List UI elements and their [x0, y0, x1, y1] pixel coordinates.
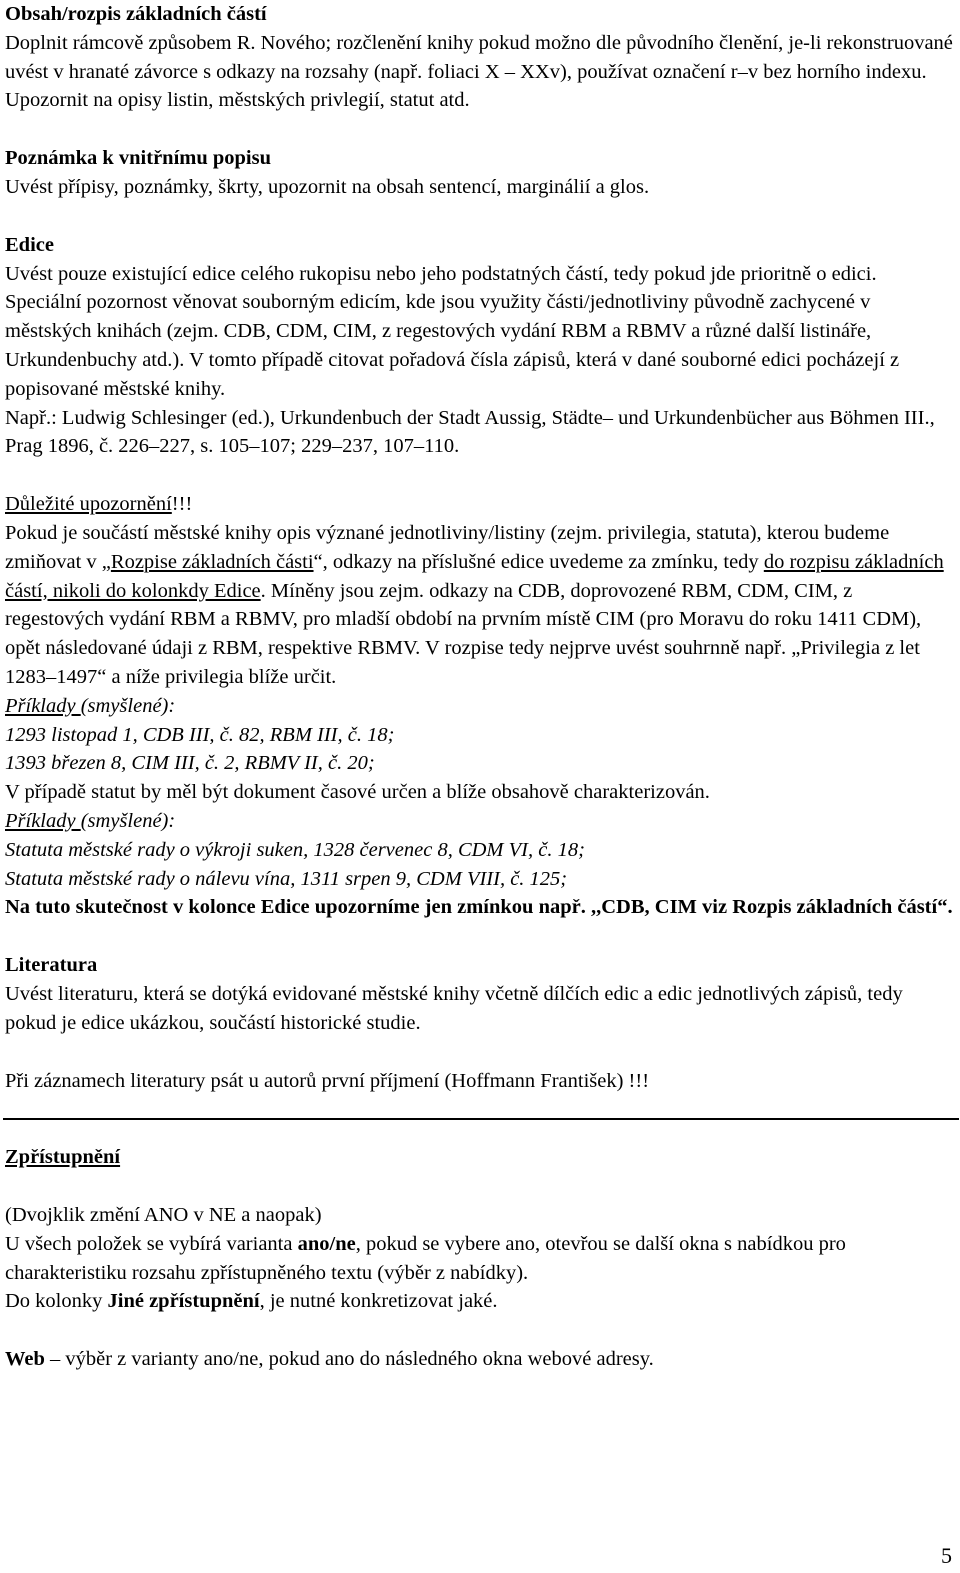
- examples-label-2: [5, 807, 955, 836]
- example-2: 1393 březen 8, CIM III, č. 2, RBMV II, č. 20;: [5, 752, 375, 775]
- examples-label-1: [5, 692, 955, 721]
- jine-zpristupneni-term: Jiné zpřístupnění: [107, 1290, 260, 1313]
- section-body-poznamka: Uvést přípisy, poznámky, škrty, upozornit na obsah sentencí, marginálií a glos.: [5, 175, 650, 198]
- examples-label-word: Příklady: [5, 694, 81, 717]
- zp-text-c: , pokud se vybere ano, otevřou se další okna s nabídkou pro charakteristiku rozsahu zpřístupněného textu (výběr z nabídky).: [5, 1232, 846, 1284]
- example-4: Statuta městské rady o nálevu vína, 1311 srpen 9, CDM VIII, č. 125;: [5, 867, 568, 890]
- zpristupneni-paragraph-2: [5, 1287, 955, 1316]
- section-heading-edice: Edice: [5, 233, 54, 256]
- edice-paragraph-1: Uvést pouze existující edice celého rukopisu nebo jeho podstatných částí, tedy pokud jde prioritně o edici.: [5, 262, 877, 285]
- literatura-note: Při záznamech literatury psát u autorů první příjmení (Hoffmann František) !!!: [5, 1069, 650, 1092]
- section-heading-upozorneni: [5, 490, 955, 519]
- edice-paragraph-2: Speciální pozornost věnovat souborným edicím, kde jsou využity části/jednotliviny původně zachycené v městských knihách (zejm. CDB, CDM, CIM, z regestových vydání RBM a RBMV a různé další listináře, Urkundenbuchy atd.). V tomto případě citovat pořadová čísla zápisů, která v dané souborné edici pocházejí z popisované městské knihy.: [5, 291, 900, 400]
- example-1: 1293 listopad 1, CDB III, č. 82, RBM III, č. 18;: [5, 723, 395, 746]
- edice-example: Např.: Ludwig Schlesinger (ed.), Urkundenbuch der Stadt Aussig, Städte– und Urkundenbücher aus Böhmen III., Prag 1896, č. 226–227, s. 105–107; 229–237, 107–110.: [5, 406, 935, 458]
- edice-bold-note: Na tuto skutečnost v kolonce Edice upozorníme jen zmínkou např. ,,CDB, CIM viz Rozpis základních částí“.: [5, 896, 953, 919]
- web-paragraph: [5, 1345, 955, 1374]
- zp2-text-a: Do kolonky: [5, 1290, 108, 1313]
- examples-label-word: Příklady: [5, 809, 81, 832]
- rozpis-instruction: do rozpisu základních částí, nikoli do kolonkdy Edice: [5, 550, 944, 602]
- web-term: Web: [5, 1348, 45, 1371]
- ano-ne-term: ano/ne: [297, 1232, 356, 1255]
- statut-note: V případě statut by měl být dokument časové určen a blíže obsahově charakterizován.: [5, 781, 710, 804]
- zp2-text-c: , je nutné konkretizovat jaké.: [259, 1290, 498, 1313]
- section-heading-obsah: Obsah/rozpis základních částí: [5, 3, 267, 25]
- section-divider: [3, 1118, 959, 1120]
- section-heading-literatura: Literatura: [5, 954, 98, 977]
- section-heading-zpristupneni: Zpřístupnění: [5, 1146, 121, 1169]
- section-body-obsah: Doplnit rámcově způsobem R. Nového; rozčlenění knihy pokud možno dle původního členění, je-li rekonstruované uvést v hranaté závorce s odkazy na rozsahy (např. foliaci X – XXv), používat označení r–v bez horního indexu. Upozornit na opisy listin, městských privlegií, statut atd.: [5, 31, 953, 112]
- document-page: [5, 0, 955, 1374]
- web-text: – výběr z varianty ano/ne, pokud ano do následného okna webové adresy.: [44, 1348, 654, 1371]
- zp-text-a: U všech položek se vybírá varianta: [5, 1232, 298, 1255]
- upozorneni-text-3: . Míněny jsou zejm. odkazy na CDB, doprovozené RBM, CDM, CIM, z regestových vydání RBM a RBMV, pro mladší období na prvním místě CIM (pro Moravu do roku 1411 CDM), opět následované údaji z RBM, respektive RBMV. V rozpise tedy nejprve uvést souhrnně např. „Privilegia z let 1283–1497“ a níže privilegia blíže určit.: [5, 579, 922, 688]
- upozorneni-text-1: Pokud je součástí městské knihy opis význané jednotliviny/listiny (zejm. privilegia, statuta), kterou budeme zmiňovat v „: [5, 521, 890, 573]
- upozorneni-title: Důležité upozornění: [5, 493, 172, 516]
- zpristupneni-paragraph-1: [5, 1230, 955, 1288]
- example-3: Statuta městské rady o výkroji suken, 1328 červenec 8, CDM VI, č. 18;: [5, 838, 585, 861]
- examples-label-note: (smyšlené):: [80, 809, 176, 832]
- doubleclick-hint: (Dvojklik změní ANO v NE a naopak): [5, 1204, 322, 1227]
- upozorneni-exclaim: !!!: [171, 493, 193, 516]
- section-heading-poznamka: Poznámka k vnitřnímu popisu: [5, 147, 271, 170]
- literatura-body: Uvést literaturu, která se dotýká evidované městské knihy včetně dílčích edic a edic jednotlivých zápisů, tedy pokud je edice ukázkou, součástí historické studie.: [5, 982, 903, 1034]
- examples-label-note: (smyšlené):: [80, 694, 176, 717]
- upozorneni-paragraph: [5, 519, 955, 692]
- page-number: 5: [941, 1543, 952, 1568]
- rozpis-reference: Rozpise základních části: [110, 550, 314, 573]
- upozorneni-text-2: “, odkazy na příslušné edice uvedeme za zmínku, tedy: [313, 550, 764, 573]
